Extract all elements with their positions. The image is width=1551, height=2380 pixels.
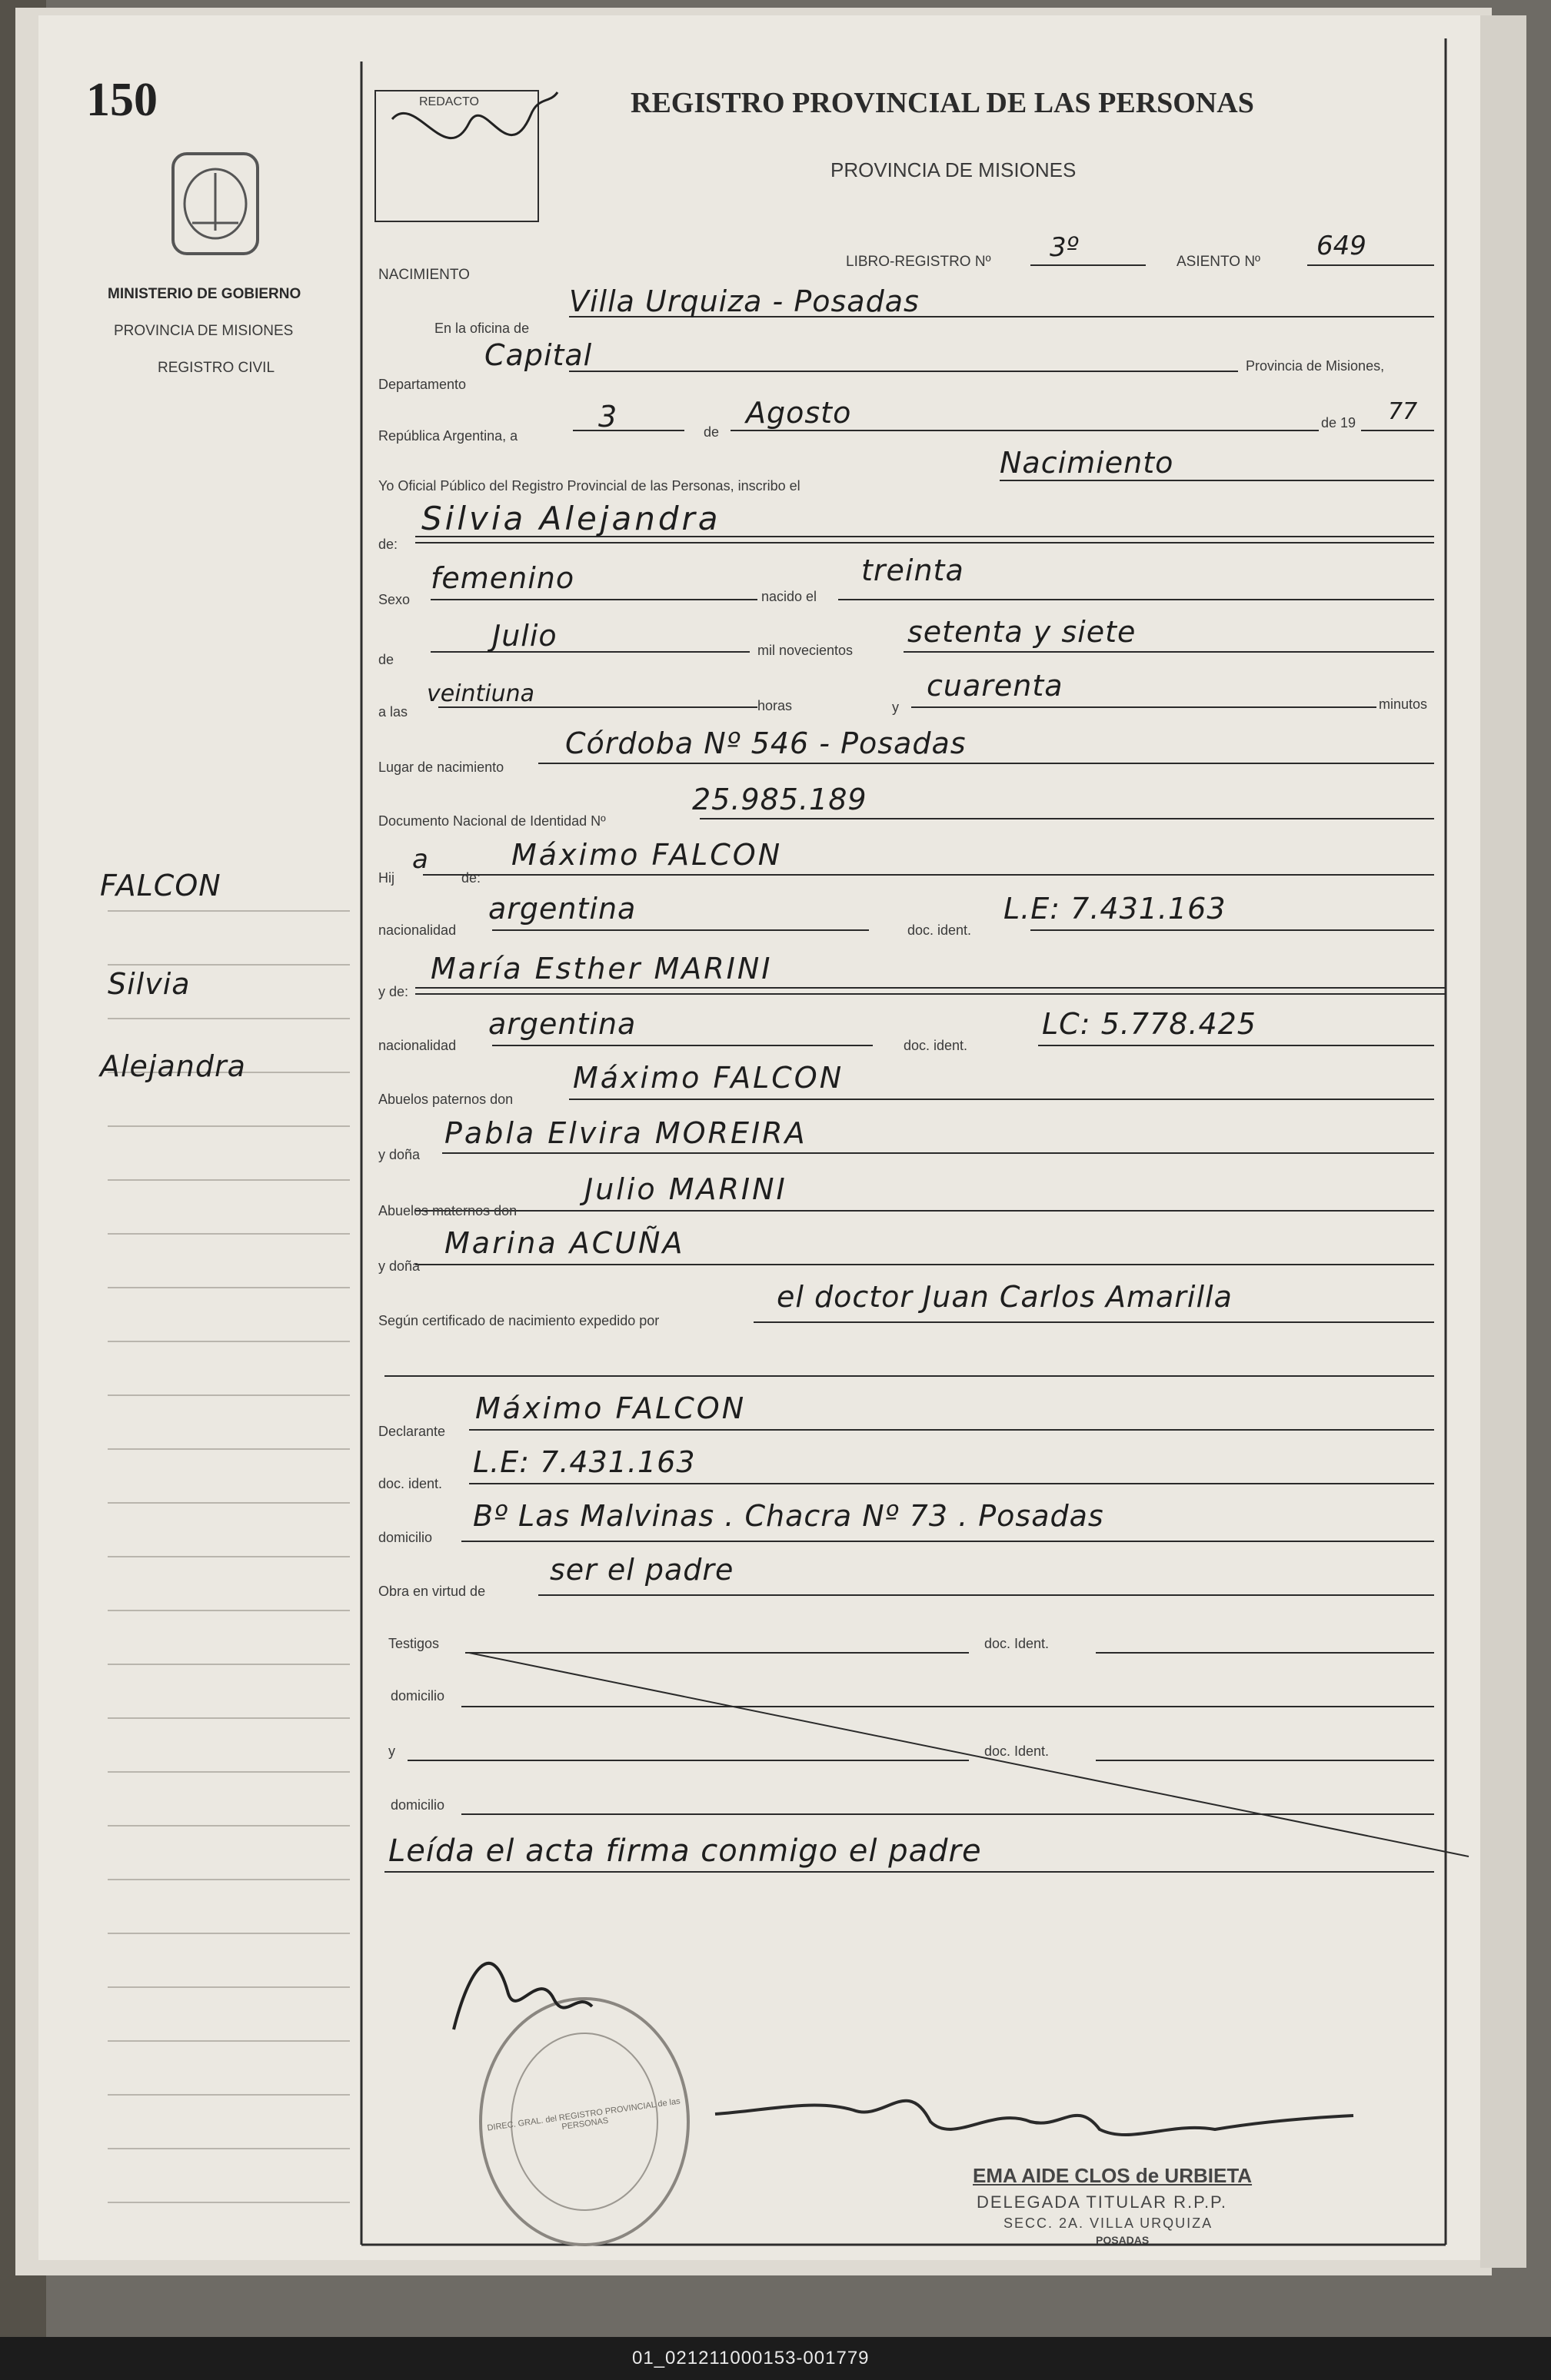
declarante-doc-label: doc. ident. xyxy=(378,1476,443,1491)
domicilio-label: domicilio xyxy=(378,1530,433,1545)
nacido-mes-value: Julio xyxy=(492,619,557,653)
minutos-value: cuarenta xyxy=(927,669,1063,703)
republica-label: República Argentina, a xyxy=(378,428,518,444)
horas-label: horas xyxy=(757,698,793,713)
act-type-label: NACIMIENTO xyxy=(378,267,470,283)
certificado-value: el doctor Juan Carlos Amarilla xyxy=(777,1280,1233,1314)
horas-value: veintiuna xyxy=(427,680,535,707)
de-year-label: de 19 xyxy=(1321,415,1356,430)
civil-registry-label: REGISTRO CIVIL xyxy=(158,360,275,376)
testigo2-domicilio-label: domicilio xyxy=(391,1797,445,1813)
sexo-value: femenino xyxy=(431,561,575,595)
registry-subtitle: PROVINCIA DE MISIONES xyxy=(830,158,1077,181)
abuela-materna-value: Marina ACUÑA xyxy=(444,1226,685,1260)
registry-seal: DIREC. GRAL. del REGISTRO PROVINCIAL de las PERSONAS xyxy=(486,2096,681,2133)
madre-nacionalidad-label: nacionalidad xyxy=(378,1038,457,1053)
padre-nacionalidad-label: nacionalidad xyxy=(378,922,457,938)
abuela-materna-label: y doña xyxy=(378,1258,421,1274)
de-mes-label: de xyxy=(378,652,394,667)
obra-value: ser el padre xyxy=(550,1553,734,1587)
y-label: y xyxy=(892,700,899,715)
margin-note-surname: FALCON xyxy=(100,869,221,902)
oficina-label: En la oficina de xyxy=(434,321,530,336)
declarante-doc-value: L.E: 7.431.163 xyxy=(473,1445,696,1479)
padre-value: Máximo FALCON xyxy=(511,838,783,872)
lugar-value: Córdoba Nº 546 - Posadas xyxy=(565,726,967,760)
page-number: 150 xyxy=(86,74,158,126)
hijo-de-label: de: xyxy=(461,870,481,886)
departamento-value: Capital xyxy=(484,338,593,372)
dni-value: 25.985.189 xyxy=(692,783,867,816)
margin-note-first-name: Silvia xyxy=(108,967,191,1001)
dia-value: 3 xyxy=(598,400,618,434)
lugar-label: Lugar de nacimiento xyxy=(378,760,504,775)
official-stamp-city: POSADAS xyxy=(1096,2234,1150,2246)
madre-value: María Esther MARINI xyxy=(431,952,773,986)
padre-doc-label: doc. ident. xyxy=(907,922,972,938)
provincia-label: Provincia de Misiones, xyxy=(1246,358,1385,374)
redaction-label: REDACTO xyxy=(419,95,479,108)
abuelo-paterno-value: Máximo FALCON xyxy=(573,1061,844,1095)
mil-label: mil novecientos xyxy=(757,643,854,658)
de-label: de xyxy=(704,424,720,440)
minutos-label: minutos xyxy=(1379,696,1428,712)
asiento-value: 649 xyxy=(1316,231,1366,261)
a-las-label: a las xyxy=(378,704,408,720)
closing-statement: Leída el acta firma conmigo el padre xyxy=(388,1833,982,1869)
abuelos-maternos-label: Abuelos maternos don xyxy=(378,1203,518,1218)
nacido-label: nacido el xyxy=(761,589,817,604)
libro-label: LIBRO-REGISTRO Nº xyxy=(846,254,991,270)
declarante-label: Declarante xyxy=(378,1424,446,1439)
hijo-label: Hij xyxy=(378,870,394,886)
oficina-value: Villa Urquiza - Posadas xyxy=(569,284,920,318)
abuela-paterna-value: Pabla Elvira MOREIRA xyxy=(444,1116,807,1150)
sexo-label: Sexo xyxy=(378,592,411,607)
anio-value: 77 xyxy=(1388,398,1418,425)
testigos-label: Testigos xyxy=(388,1636,440,1651)
nacido-dia-value: treinta xyxy=(861,553,964,587)
official-stamp-role: DELEGADA TITULAR R.P.P. xyxy=(977,2192,1228,2212)
testigo2-doc-label: doc. Ident. xyxy=(984,1743,1050,1759)
declarante-value: Máximo FALCON xyxy=(475,1391,747,1425)
madre-nacionalidad-value: argentina xyxy=(488,1007,637,1041)
domicilio-value: Bº Las Malvinas . Chacra Nº 73 . Posadas xyxy=(473,1499,1104,1533)
inscribo-value: Nacimiento xyxy=(1000,446,1174,480)
padre-doc-value: L.E: 7.431.163 xyxy=(1003,892,1226,926)
dni-label: Documento Nacional de Identidad Nº xyxy=(378,813,606,829)
madre-label: y de: xyxy=(378,984,409,999)
ministry-label: MINISTERIO DE GOBIERNO xyxy=(108,286,301,302)
mes-value: Agosto xyxy=(746,396,852,430)
libro-value: 3º xyxy=(1050,232,1079,263)
madre-doc-value: LC: 5.778.425 xyxy=(1042,1007,1256,1041)
abuelo-materno-value: Julio MARINI xyxy=(584,1172,787,1206)
departamento-label: Departamento xyxy=(378,377,467,392)
abuela-paterna-label: y doña xyxy=(378,1147,421,1162)
certificado-label: Según certificado de nacimiento expedido por xyxy=(378,1313,660,1328)
hijo-suffix: a xyxy=(412,844,428,875)
madre-doc-label: doc. ident. xyxy=(904,1038,968,1053)
padre-nacionalidad-value: argentina xyxy=(488,892,637,926)
nombre-value: Silvia Alejandra xyxy=(421,500,721,537)
margin-note-second-name: Alejandra xyxy=(100,1049,246,1083)
official-stamp-section: SECC. 2A. VILLA URQUIZA xyxy=(1003,2215,1213,2231)
official-stamp-name: EMA AIDE CLOS de URBIETA xyxy=(973,2164,1253,2187)
testigo2-y-label: y xyxy=(388,1743,395,1759)
abuelos-paternos-label: Abuelos paternos don xyxy=(378,1092,514,1107)
oficial-label: Yo Oficial Público del Registro Provincial de las Personas, inscribo el xyxy=(378,478,800,494)
obra-label: Obra en virtud de xyxy=(378,1584,486,1599)
province-label: PROVINCIA DE MISIONES xyxy=(114,323,294,339)
testigo1-domicilio-label: domicilio xyxy=(391,1688,445,1704)
nombre-label: de: xyxy=(378,537,398,552)
testigo1-doc-label: doc. Ident. xyxy=(984,1636,1050,1651)
nacido-anio-value: setenta y siete xyxy=(907,615,1137,649)
asiento-label: ASIENTO Nº xyxy=(1177,254,1260,270)
file-id-caption: 01_021211000153-001779 xyxy=(632,2348,870,2368)
registry-title: REGISTRO PROVINCIAL DE LAS PERSONAS xyxy=(631,87,1254,119)
